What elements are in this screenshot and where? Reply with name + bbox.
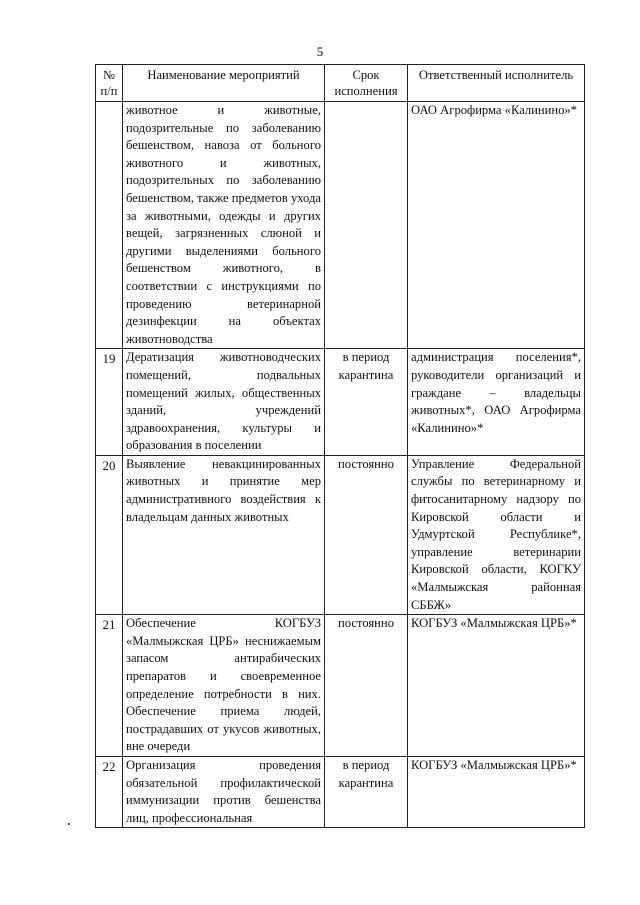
row-num: 22: [96, 756, 123, 827]
row-num: 21: [96, 615, 123, 757]
row-name: Организация проведения обязательной профилактической иммунизации против бешенства лиц, профессиональная: [123, 756, 325, 827]
header-num: № п/п: [96, 65, 123, 102]
table-row: [96, 756, 585, 827]
table-row: [96, 102, 585, 349]
row-term: постоянно: [325, 455, 408, 614]
row-term: [325, 102, 408, 349]
table-row: [96, 615, 585, 757]
table-row: [96, 455, 585, 614]
row-name: Дератизация животноводческих помещений, подвальных помещений жилых, общественных зданий, учреждений здравоохранения, культуры и образования в поселении: [123, 349, 325, 456]
page-number: 5: [316, 44, 324, 59]
row-num: [96, 102, 123, 349]
row-name: Обеспечение КОГБУЗ «Малмыжская ЦРБ» неснижаемым запасом антирабических препаратов и своевременное определение потребности в них. Обеспечение приема людей, пострадавших от укусов животных, вне очереди: [123, 615, 325, 757]
row-num: 20: [96, 455, 123, 614]
row-name: Выявление невакцинированных животных и принятие мер административного воздействия к владельцам данных животных: [123, 455, 325, 614]
table-row: [96, 349, 585, 456]
row-term: постоянно: [325, 615, 408, 757]
row-executor: КОГБУЗ «Малмыжская ЦРБ»*: [408, 615, 585, 757]
row-executor: администрация поселения*, руководители организаций и граждане – владельцы животных*, ОАО Агрофирма «Калинино»*: [408, 349, 585, 456]
header-term: Срок исполнения: [325, 65, 408, 102]
row-term: в период карантина: [325, 756, 408, 827]
header-executor: Ответственный исполнитель: [408, 65, 585, 102]
row-executor: Управление Федеральной службы по ветеринарному и фитосанитарному надзору по Кировской области и Удмуртской Республике*, управление ветеринарии Кировской области, КОГКУ «Малмыжская районная СББЖ»: [408, 455, 585, 614]
row-executor: КОГБУЗ «Малмыжская ЦРБ»*: [408, 756, 585, 827]
measures-table: [95, 64, 585, 828]
table-header-row: [96, 65, 585, 102]
scan-speck: [68, 823, 70, 825]
header-name: Наименование мероприятий: [123, 65, 325, 102]
row-num: 19: [96, 349, 123, 456]
row-executor: ОАО Агрофирма «Калинино»*: [408, 102, 585, 349]
row-term: в период карантина: [325, 349, 408, 456]
row-name: животное и животные, подозрительные по заболеванию бешенством, навоза от больного животного и животных, подозрительных по заболеванию бешенством, также предметов ухода за животными, одежды и других вещей, загрязненных слюной и другими выделениями больного бешенством животного, в соответствии с инструкциями по проведению ветеринарной дезинфекции на объектах животноводства: [123, 102, 325, 349]
